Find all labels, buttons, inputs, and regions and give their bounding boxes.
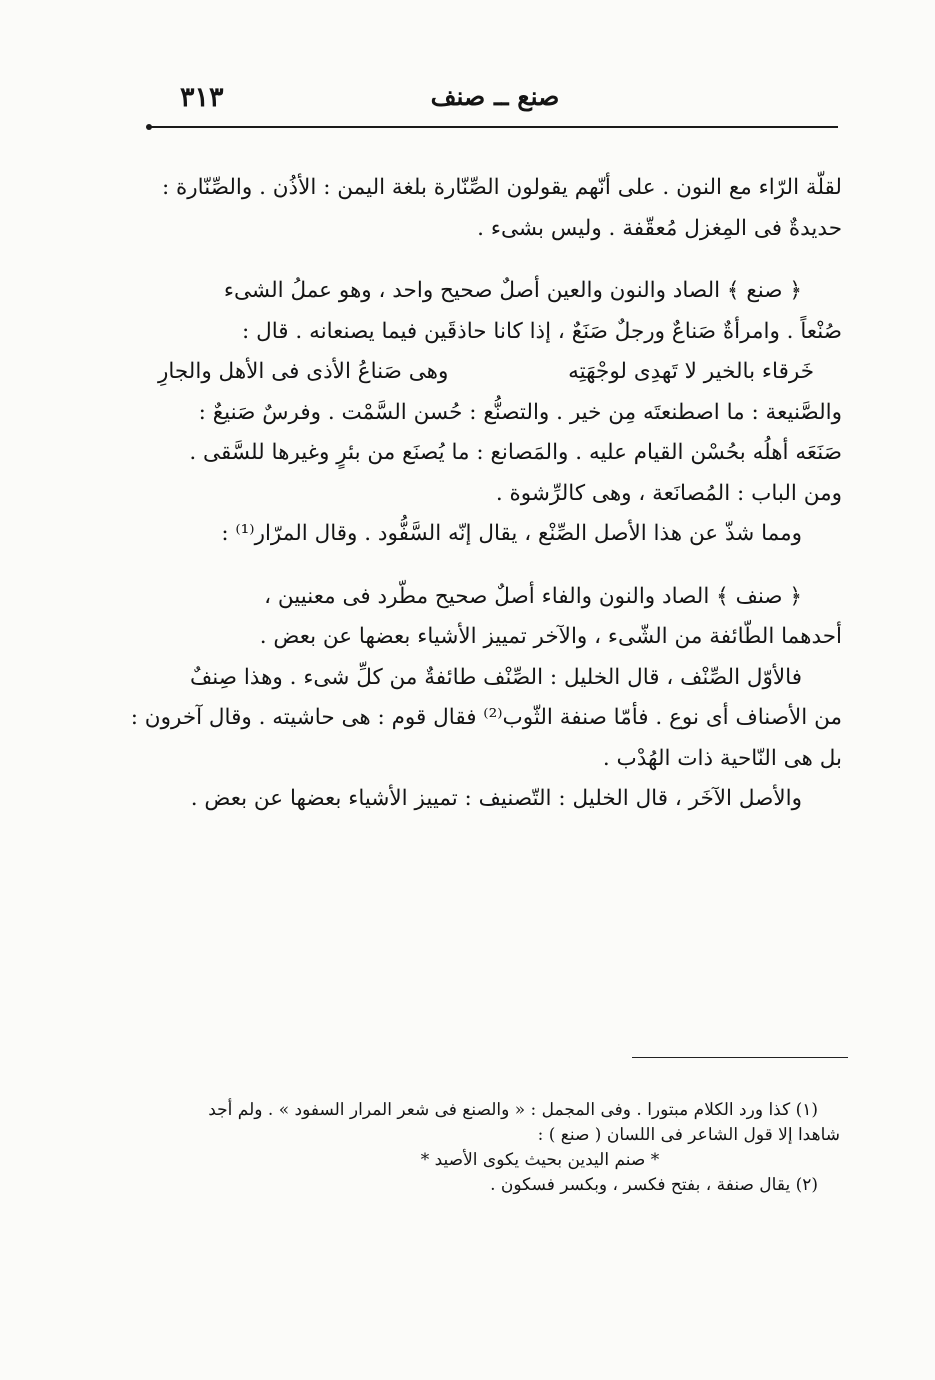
footnotes [160, 1098, 840, 1198]
text-line: لقلّة الرّاء مع النون . على أنّهم يقولون الصِّنّارة بلغة اليمن : الأذُن . والصِّنّارة : [161, 175, 842, 200]
running-title: صنع ــ صنف [430, 82, 560, 111]
entry-line-sinf: ﴿ صنف ﴾ الصاد والنون والفاء أصلٌ صحيح مطّرد فى معنيين ، [264, 583, 802, 609]
footnote-1: (١) كذا ورد الكلام مبتورا . وفى المجمل : « والصنع فى شعر المرار السفود » . ولم أجد [208, 1100, 818, 1120]
entry-line-sana: ﴿ صنع ﴾ الصاد والنون والعين أصلٌ صحيح واحد ، وهو عملُ الشىء [223, 278, 802, 303]
header-rule [150, 126, 838, 128]
footnote-rule [632, 1057, 848, 1058]
main-text [130, 168, 842, 820]
text-line: حديدةٌ فى المِغزل مُعقّفة . وليس بشىء . [477, 215, 842, 241]
footnote-1-verse: * صنم اليدين بحيث يكوى الأصيد * [420, 1150, 660, 1170]
page-header [150, 82, 840, 122]
text-line: والأصل الآخَر ، قال الخليل : التّصنيف : تمييز الأشياء بعضها عن بعض . [190, 786, 802, 811]
poem-verse [158, 352, 842, 393]
poem-hemistich-second: وهى صَناعُ الأذى فى الأهل والجارِ [158, 359, 449, 384]
poem-hemistich-first: خَرقاء بالخير لا تَهدِى لوجْهَتِه [568, 359, 814, 384]
text-line: والصَّنيعة : ما اصطنعتَه مِن خير . والتصنُّع : حُسن السَّمْت . وفرسٌ صَنيعٌ : [198, 399, 842, 425]
footnote-2: (٢) يقال صنفة ، بفتح فكسر ، وبكسر فسكون . [490, 1175, 818, 1195]
text-line: صُنْعاً . وامرأةٌ صَناعٌ ورجلٌ صَنَعٌ ، إذا كانا حاذقَين فيما يصنعانه . قال : [242, 318, 842, 344]
footnote-1-continued: شاهدا إلا قول الشاعر فى اللسان ( صنع ) : [537, 1125, 840, 1145]
paragraph-gap [158, 249, 842, 271]
text-line: فالأوّل الصِّنْف ، قال الخليل : الصِّنْف طائفةٌ من كلِّ شىء . وهذا صِنفٌ [190, 664, 802, 690]
text-line: ومما شذّ عن هذا الأصل الصِّنْع ، يقال إنّه السَّفُّود . وقال المرّار⁽¹⁾ : [221, 521, 802, 546]
text-line: بل هى النّاحية ذات الهُدْب . [602, 745, 842, 771]
text-line: صَنَعَه أهلُه بحُسْن القيام عليه . والمَصانع : ما يُصنَع من بئرٍ وغيرها للسَّقى . [189, 440, 842, 465]
paragraph-gap [158, 555, 842, 577]
text-line: من الأصناف أى نوع . فأمّا صنفة الثّوب⁽²⁾ فقال قوم : هى حاشيته . وقال آخرون : [130, 705, 842, 730]
text-line: أحدهما الطّائفة من الشّىء ، والآخر تمييز الأشياء بعضها عن بعض . [259, 624, 842, 649]
text-line: ومن الباب : المُصانَعة ، وهى كالرِّشوة . [495, 480, 842, 506]
page-number: ٣١٣ [180, 82, 224, 113]
